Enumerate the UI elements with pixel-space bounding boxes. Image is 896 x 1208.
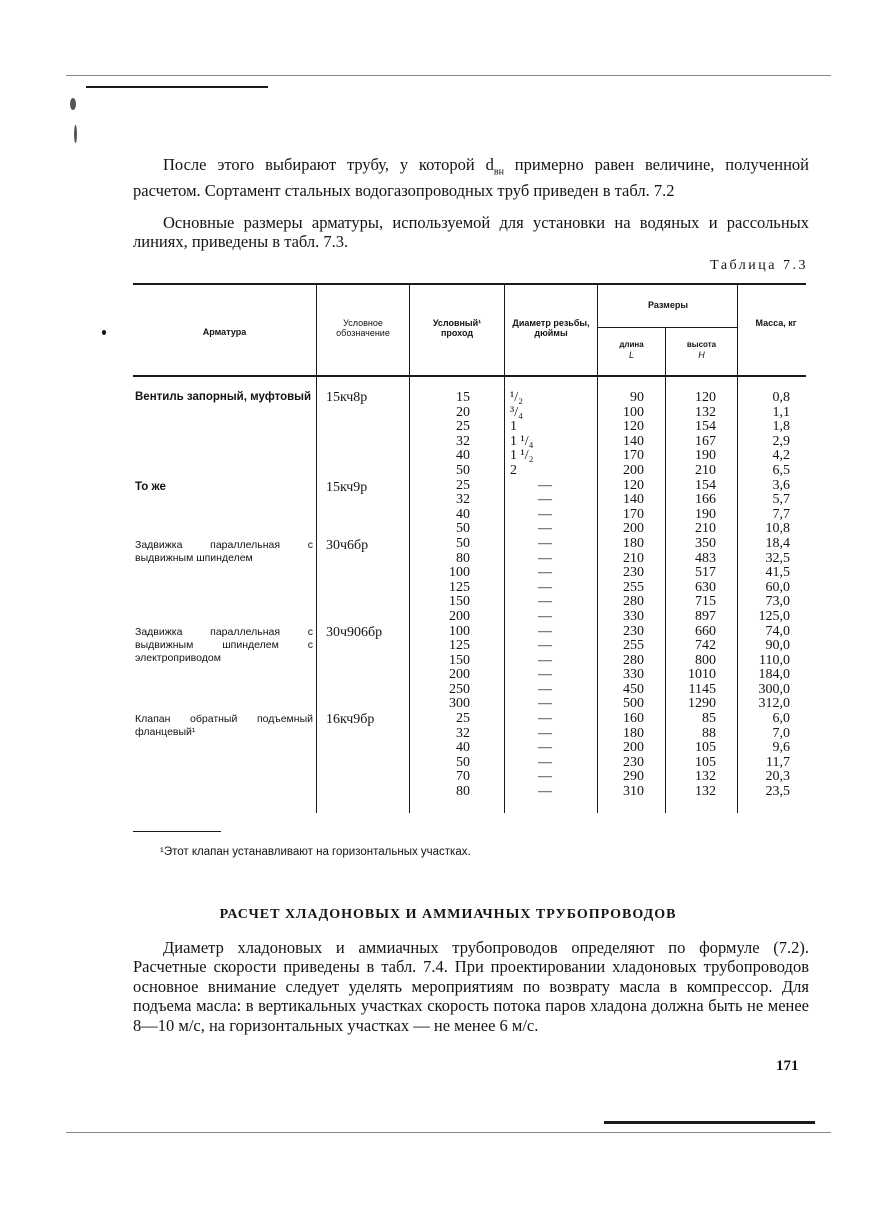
height-cell: 897 bbox=[695, 608, 716, 624]
length-cell: 90 bbox=[630, 390, 644, 405]
mass-cell: 125,0 bbox=[758, 608, 790, 624]
height-cell: 630 bbox=[695, 579, 716, 595]
mass-cell: 110,0 bbox=[759, 652, 790, 668]
header-length: длина L bbox=[619, 340, 644, 360]
designation-cell: 30ч906бр bbox=[326, 625, 383, 640]
length-cell: 230 bbox=[623, 623, 644, 639]
mass-cell: 20,3 bbox=[765, 769, 790, 785]
length-cell: 140 bbox=[623, 492, 644, 508]
length-cell: 280 bbox=[623, 594, 644, 610]
thread-cell: — bbox=[538, 623, 552, 639]
mass-cell: 73,0 bbox=[765, 594, 790, 610]
length-cell: 210 bbox=[623, 550, 644, 566]
scan-speck bbox=[102, 330, 106, 335]
thread-cell: 2 bbox=[510, 462, 517, 478]
mass-cell: 32,5 bbox=[765, 550, 790, 566]
height-cell: 715 bbox=[695, 594, 716, 610]
column-passage bbox=[420, 391, 470, 800]
length-cell: 180 bbox=[623, 725, 644, 741]
header-armatura: Арматура bbox=[202, 327, 247, 337]
passage-cell: 150 bbox=[449, 652, 470, 668]
header-thread: Диаметр резьбы, дюймы bbox=[512, 318, 590, 338]
column-height bbox=[666, 391, 716, 800]
row-name-gate-valve-electric: Задвижка параллельная с выдвижным шпинделем с электроприводом bbox=[135, 626, 313, 664]
passage-cell: 200 bbox=[449, 667, 470, 683]
header-mass: Масса, кг bbox=[755, 318, 797, 328]
passage-cell: 100 bbox=[449, 565, 470, 581]
dims-sub-rule bbox=[598, 327, 738, 328]
length-cell: 330 bbox=[623, 608, 644, 624]
height-cell: 120 bbox=[695, 390, 716, 405]
length-cell: 170 bbox=[623, 506, 644, 522]
row-name-gate-valve: Задвижка параллельная с выдвижным шпинделем bbox=[135, 539, 313, 564]
passage-cell: 25 bbox=[456, 711, 470, 727]
mass-cell: 4,2 bbox=[772, 448, 790, 464]
passage-cell: 50 bbox=[456, 754, 470, 770]
passage-cell: 40 bbox=[456, 506, 470, 522]
height-cell: 105 bbox=[695, 740, 716, 756]
scan-speck bbox=[74, 125, 77, 143]
height-cell: 800 bbox=[695, 652, 716, 668]
thread-cell: ¹/₂ bbox=[510, 390, 523, 405]
mass-cell: 7,0 bbox=[772, 725, 790, 741]
passage-cell: 32 bbox=[456, 433, 470, 449]
length-cell: 230 bbox=[623, 565, 644, 581]
length-cell: 280 bbox=[623, 652, 644, 668]
height-cell: 105 bbox=[695, 754, 716, 770]
thread-cell: 1 ¹/₂ bbox=[510, 448, 534, 464]
column-mass bbox=[738, 391, 790, 800]
mass-cell: 41,5 bbox=[765, 565, 790, 581]
designation-cell: 16кч9бр bbox=[326, 712, 375, 727]
mass-cell: 184,0 bbox=[758, 667, 790, 683]
length-cell: 200 bbox=[623, 521, 644, 537]
mass-cell: 2,9 bbox=[772, 433, 790, 449]
header-passage: Условный¹ проход bbox=[432, 318, 482, 338]
mass-cell: 1,1 bbox=[772, 404, 790, 420]
length-cell: 200 bbox=[623, 462, 644, 478]
mass-cell: 6,0 bbox=[772, 711, 790, 727]
passage-cell: 15 bbox=[456, 390, 470, 405]
mass-cell: 11,7 bbox=[766, 754, 790, 770]
passage-cell: 40 bbox=[456, 740, 470, 756]
col-divider bbox=[409, 285, 410, 813]
top-rule bbox=[66, 75, 831, 76]
height-cell: 132 bbox=[695, 784, 716, 800]
height-cell: 154 bbox=[695, 419, 716, 435]
thread-cell: — bbox=[538, 492, 552, 508]
height-cell: 132 bbox=[695, 769, 716, 785]
length-cell: 140 bbox=[623, 433, 644, 449]
mass-cell: 6,5 bbox=[772, 462, 790, 478]
passage-cell: 200 bbox=[449, 608, 470, 624]
bottom-rule bbox=[66, 1132, 831, 1133]
designation-cell: 30ч6бр bbox=[326, 538, 369, 553]
passage-cell: 20 bbox=[456, 404, 470, 420]
mass-cell: 90,0 bbox=[765, 638, 790, 654]
header-designation: Условное обозначение bbox=[336, 318, 390, 338]
height-cell: 1010 bbox=[688, 667, 716, 683]
mass-cell: 23,5 bbox=[765, 784, 790, 800]
thread-cell: — bbox=[538, 608, 552, 624]
height-cell: 517 bbox=[695, 565, 716, 581]
table-top-rule bbox=[133, 283, 806, 285]
table-caption: Таблица 7.3 bbox=[710, 258, 808, 273]
height-cell: 190 bbox=[695, 448, 716, 464]
intro-paragraph-2: Основные размеры арматуры, используемой для установки на водяных и рассольных линиях, приведены в табл. 7.3. bbox=[133, 213, 809, 251]
thread-cell: — bbox=[538, 667, 552, 683]
length-cell: 290 bbox=[623, 769, 644, 785]
row-name-same: То же bbox=[135, 481, 166, 493]
passage-cell: 25 bbox=[456, 419, 470, 435]
height-cell: 1145 bbox=[688, 681, 716, 697]
thread-cell: — bbox=[538, 784, 552, 800]
thread-cell: ³/₄ bbox=[510, 404, 523, 420]
thread-cell: — bbox=[538, 711, 552, 727]
passage-cell: 125 bbox=[449, 638, 470, 654]
thread-cell: — bbox=[538, 535, 552, 551]
thread-cell: — bbox=[538, 521, 552, 537]
height-cell: 85 bbox=[702, 711, 716, 727]
thread-cell: — bbox=[538, 550, 552, 566]
mass-cell: 7,7 bbox=[772, 506, 790, 522]
length-cell: 450 bbox=[623, 681, 644, 697]
passage-cell: 32 bbox=[456, 725, 470, 741]
thread-cell: — bbox=[538, 506, 552, 522]
page-number: 171 bbox=[776, 1058, 799, 1074]
thread-cell: — bbox=[538, 681, 552, 697]
mass-cell: 3,6 bbox=[772, 477, 790, 493]
mass-cell: 0,8 bbox=[772, 390, 790, 405]
thread-cell: — bbox=[538, 594, 552, 610]
column-length bbox=[598, 391, 644, 800]
header-dimensions: Размеры bbox=[647, 300, 689, 310]
passage-cell: 25 bbox=[456, 477, 470, 493]
height-cell: 1290 bbox=[688, 696, 716, 712]
designation-cell: 15кч9р bbox=[326, 480, 368, 495]
length-cell: 500 bbox=[623, 696, 644, 712]
col-divider bbox=[316, 285, 317, 813]
thread-cell: — bbox=[538, 579, 552, 595]
thread-cell: — bbox=[538, 565, 552, 581]
intro-paragraph-1: После этого выбирают трубу, у которой $d_{вн}$ примерно равен величине, полученной расчетом. Сортамент стальных водогазопроводных труб приведен в табл. 7.2 bbox=[133, 155, 810, 201]
mass-cell: 9,6 bbox=[772, 740, 790, 756]
height-cell: 154 bbox=[695, 477, 716, 493]
passage-cell: 300 bbox=[449, 696, 470, 712]
footnote-rule bbox=[133, 831, 221, 832]
height-cell: 742 bbox=[695, 638, 716, 654]
header-height: высота H bbox=[686, 340, 717, 360]
row-name-valve: Вентиль запорный, муфтовый bbox=[135, 391, 312, 403]
passage-cell: 70 bbox=[456, 769, 470, 785]
row-name-check-valve: Клапан обратный подъемный фланцевый¹ bbox=[135, 713, 313, 738]
length-cell: 170 bbox=[623, 448, 644, 464]
column-thread bbox=[510, 391, 586, 800]
thread-cell: — bbox=[538, 638, 552, 654]
length-cell: 100 bbox=[623, 404, 644, 420]
passage-cell: 100 bbox=[449, 623, 470, 639]
section-title: РАСЧЕТ ХЛАДОНОВЫХ И АММИАЧНЫХ ТРУБОПРОВОДОВ bbox=[219, 907, 677, 922]
passage-cell: 50 bbox=[456, 521, 470, 537]
height-cell: 350 bbox=[695, 535, 716, 551]
length-cell: 120 bbox=[623, 419, 644, 435]
scan-speck bbox=[70, 98, 76, 110]
mass-cell: 300,0 bbox=[758, 681, 790, 697]
height-cell: 483 bbox=[695, 550, 716, 566]
bottom-thick-rule bbox=[604, 1121, 815, 1124]
length-cell: 200 bbox=[623, 740, 644, 756]
passage-cell: 32 bbox=[456, 492, 470, 508]
thread-cell: — bbox=[538, 754, 552, 770]
designation-cell: 15кч8р bbox=[326, 390, 368, 405]
thread-cell: — bbox=[538, 740, 552, 756]
length-cell: 180 bbox=[623, 535, 644, 551]
footnote: ¹Этот клапан устанавливают на горизонтальных участках. bbox=[160, 846, 471, 858]
height-cell: 88 bbox=[702, 725, 716, 741]
thread-cell: — bbox=[538, 696, 552, 712]
passage-cell: 80 bbox=[456, 784, 470, 800]
length-cell: 255 bbox=[623, 579, 644, 595]
col-divider bbox=[504, 285, 505, 813]
height-cell: 210 bbox=[695, 521, 716, 537]
height-cell: 167 bbox=[695, 433, 716, 449]
section-paragraph: Диаметр хладоновых и аммиачных трубопроводов определяют по формуле (7.2). Расчетные скорости приведены в табл. 7.4. При проектировании хладоновых трубопроводов основное внимание следует уделять мероприятиям по возврату масла в компрессор. Для подъема масла: в вертикальных участках скорость потока паров хладона должна быть не менее 8—10 м/с, на горизонтальных участках — не менее 6 м/с. bbox=[133, 938, 809, 1035]
thread-cell: — bbox=[538, 477, 552, 493]
height-cell: 210 bbox=[695, 462, 716, 478]
top-thick-rule bbox=[86, 86, 268, 88]
height-cell: 660 bbox=[695, 623, 716, 639]
height-cell: 166 bbox=[695, 492, 716, 508]
thread-cell: — bbox=[538, 769, 552, 785]
thread-cell: — bbox=[538, 652, 552, 668]
mass-cell: 5,7 bbox=[772, 492, 790, 508]
passage-cell: 250 bbox=[449, 681, 470, 697]
passage-cell: 125 bbox=[449, 579, 470, 595]
passage-cell: 150 bbox=[449, 594, 470, 610]
thread-cell: 1 ¹/₄ bbox=[510, 433, 534, 449]
length-cell: 255 bbox=[623, 638, 644, 654]
length-cell: 330 bbox=[623, 667, 644, 683]
table-header-rule bbox=[133, 375, 806, 377]
length-cell: 230 bbox=[623, 754, 644, 770]
mass-cell: 10,8 bbox=[765, 521, 790, 537]
height-cell: 132 bbox=[695, 404, 716, 420]
passage-cell: 50 bbox=[456, 462, 470, 478]
thread-cell: 1 bbox=[510, 419, 517, 435]
mass-cell: 74,0 bbox=[765, 623, 790, 639]
thread-cell: — bbox=[538, 725, 552, 741]
passage-cell: 40 bbox=[456, 448, 470, 464]
passage-cell: 80 bbox=[456, 550, 470, 566]
length-cell: 120 bbox=[623, 477, 644, 493]
mass-cell: 1,8 bbox=[772, 419, 790, 435]
mass-cell: 60,0 bbox=[765, 579, 790, 595]
length-cell: 160 bbox=[623, 711, 644, 727]
mass-cell: 18,4 bbox=[765, 535, 790, 551]
length-cell: 310 bbox=[623, 784, 644, 800]
height-cell: 190 bbox=[695, 506, 716, 522]
mass-cell: 312,0 bbox=[758, 696, 790, 712]
passage-cell: 50 bbox=[456, 535, 470, 551]
